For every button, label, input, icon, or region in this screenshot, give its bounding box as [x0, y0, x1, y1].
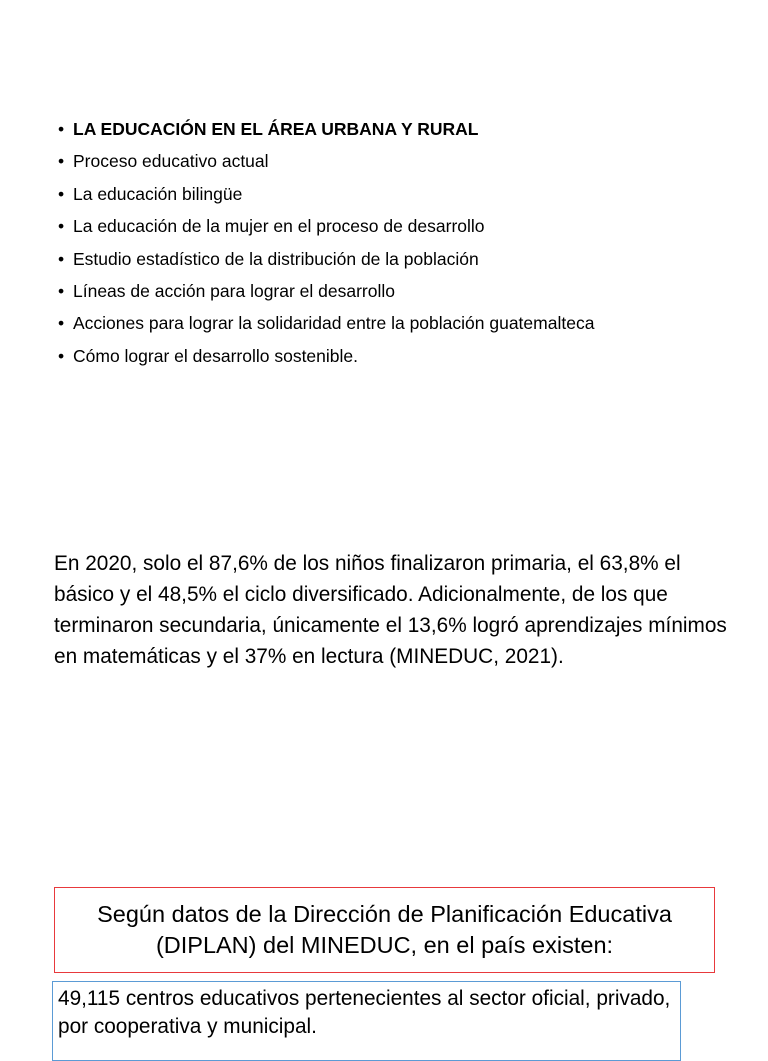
topic-text: Proceso educativo actual: [73, 151, 269, 172]
list-item: [58, 245, 748, 277]
topic-text: La educación bilingüe: [73, 183, 243, 204]
topic-text: Líneas de acción para lograr el desarrollo: [73, 280, 395, 301]
bullet-icon: •: [58, 280, 65, 301]
list-item: [58, 309, 748, 341]
bullet-icon: •: [58, 313, 65, 334]
list-item: [58, 212, 748, 244]
bullet-icon: •: [58, 151, 65, 172]
list-item: [58, 277, 748, 309]
topic-text: Acciones para lograr la solidaridad entre la población guatemalteca: [73, 313, 595, 334]
topic-text: Cómo lograr el desarrollo sostenible.: [73, 345, 358, 366]
info-box-text: 49,115 centros educativos pertenecientes al sector oficial, privado, por cooperativa y municipal.: [58, 987, 671, 1038]
bullet-icon: •: [58, 216, 65, 237]
bullet-icon: •: [58, 183, 65, 204]
list-item: [58, 342, 748, 374]
topic-list: [58, 115, 748, 374]
bullet-icon: •: [58, 119, 65, 139]
topic-text: LA EDUCACIÓN EN EL ÁREA URBANA Y RURAL: [73, 119, 479, 139]
diplan-highlight-box: [54, 887, 715, 973]
bullet-icon: •: [58, 248, 65, 269]
list-item: [58, 180, 748, 212]
list-item: [58, 147, 748, 179]
info-box: [52, 981, 681, 1061]
list-item: [58, 115, 748, 147]
topic-text: La educación de la mujer en el proceso de desarrollo: [73, 216, 485, 237]
topic-text: Estudio estadístico de la distribución de la población: [73, 248, 479, 269]
highlight-box-text: Según datos de la Dirección de Planificación Educativa (DIPLAN) del MINEDUC, en el país existen:: [97, 901, 672, 958]
bullet-icon: •: [58, 345, 65, 366]
statistics-paragraph: En 2020, solo el 87,6% de los niños finalizaron primaria, el 63,8% el básico y el 48,5% el ciclo diversificado. Adicionalmente, de los que terminaron secundaria, únicamente el 13,6% logró aprendizajes mínimos en matemáticas y el 37% en lectura (MINEDUC, 2021).: [54, 552, 727, 668]
